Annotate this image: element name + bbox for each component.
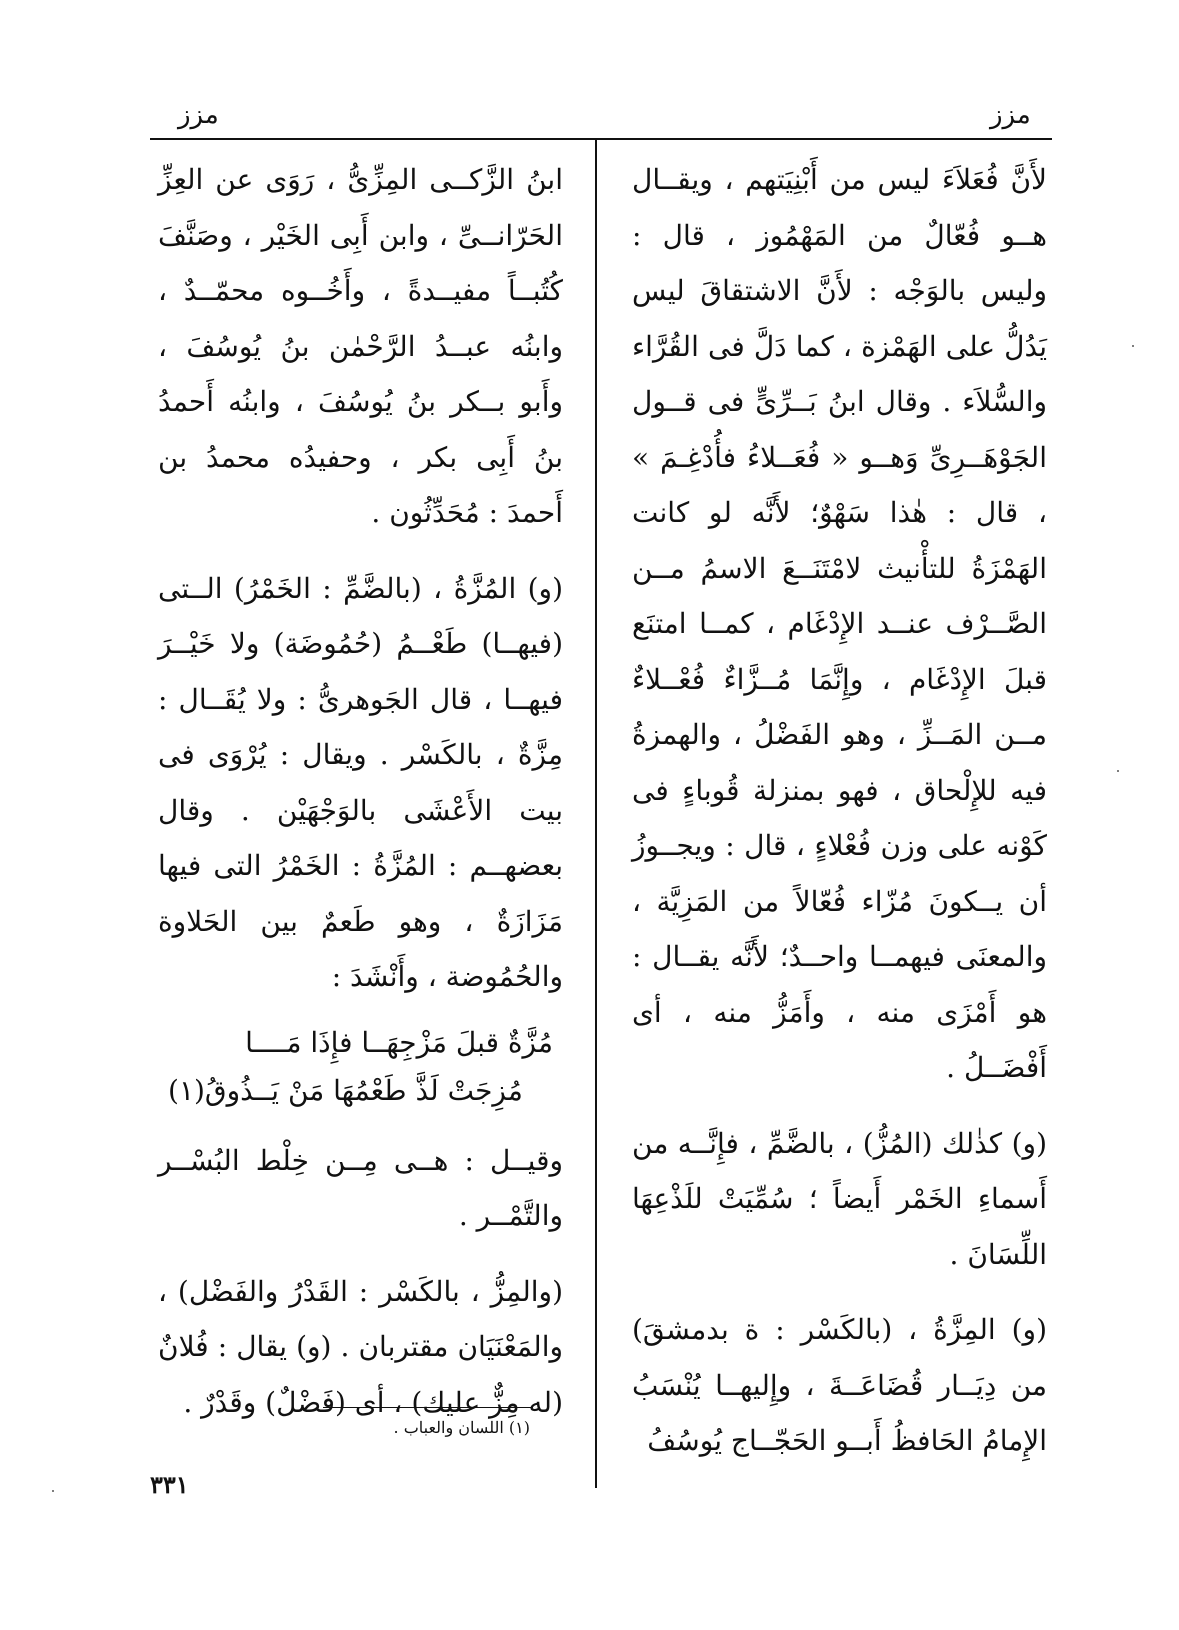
header-word-right: مزز [990, 100, 1031, 130]
scan-speck [52, 1490, 54, 1492]
header-word-left: مزز [178, 100, 219, 130]
left-paragraph-3: وقيــل : هــى مِــن خِلْط البُسْــر والتَّمْــر . [158, 1143, 563, 1232]
scan-speck [1117, 770, 1119, 772]
scan-speck [1132, 345, 1134, 347]
column-divider [595, 138, 597, 1488]
verse-hemistich-1: مُزَّةٌ قبلَ مَزْجِهَــا فإِذَا مَــــا [245, 1025, 553, 1059]
footnote: (١) اللسان والعباب . [393, 1418, 530, 1437]
header-rule [150, 138, 1052, 140]
left-paragraph-1: ابنُ الزَّكــى المِزِّىُّ ، رَوَى عن العِزِّ الحَرّانــىِّ ، وابن أَبِى الخَيْر ، وصَنَّفَ كُتُبــاً مفيــدةً ، وأَخُــوه محمّــدٌ ، وابنُه عبــدُ الرَّحْمٰن بنُ يُوسُفَ ، وأَبو بــكر بنُ يُوسُفَ ، وابنُه أَحمدُ بنُ أَبِى بكر ، وحفيدُه محمدُ بن أَحمدَ : مُحَدِّثُون . [158, 163, 563, 529]
right-paragraph-1: لأَنَّ فُعَلاَءَ ليس من أَبْنِيَتهم ، ويقــال هــو فُعّالٌ من المَهْمُوز ، قال : وليس بالوَجْه : لأَنَّ الاشتقاقَ ليس يَدُلُّ على الهَمْزة ، كما دَلَّ فى القُرَّاء والسُّلاَء . وقال ابنُ بَــرِّىٍّ فى قــول الجَوْهَــرِىِّ وَهــو « فُعَــلاءُ فأُدْغِـمَ » ، قال : هٰذا سَهْوٌ؛ لأَنَّه لو كانت الهَمْزَةُ للتأْنيث لامْتَنَــعَ الاسمُ مــن الصَّــرْف عنــد الإِدْغَام ، كمــا امتنَع قبلَ الإِدْغَام ، وإِنَّمَا مُــزَّاءٌ فُعْــلاءٌ مــن المَــزِّ ، وهو الفَضْلُ ، والهمزةُ فيه للإِلْحاق ، فهو بمنزلة قُوباءٍ فى كَوْنه على وزن فُعْلاءٍ ، قال : ويجــوزُ أن يــكونَ مُزّاء فُعّالاً من المَزِيَّة ، والمعنَى فيهمــا واحــدٌ؛ لأَنَّه يقــال : هو أَمْزَى منه ، وأَمَزُّ منه ، أى أَفْضَــلُ . [632, 163, 1047, 1084]
verse-hemistich-2: مُزِجَتْ لَذَّ طَعْمُهَا مَنْ يَــذُوقُ(١) [168, 1073, 523, 1107]
poetry-verse [158, 1019, 563, 1115]
page-number: ٣٣١ [150, 1470, 189, 1499]
right-column [632, 152, 1047, 1469]
right-paragraph-3: (و) المِزَّةُ ، (بالكَسْر : ة بدمشقَ) من دِيَــار قُضَاعَــةَ ، وإِليهــا يُنْسَبُ الإِمامُ الحَافظُ أَبــو الحَجّــاج يُوسُفُ [632, 1313, 1047, 1457]
right-paragraph-2: (و) كذٰلك (المُزُّ) ، بالضَّمِّ ، فإِنَّــه من أَسماءِ الخَمْر أَيضاً ؛ سُمِّيَتْ للَذْعِهَا اللِّسَانَ . [632, 1126, 1047, 1271]
left-paragraph-2: (و) المُزَّةُ ، (بالضَّمِّ : الخَمْرُ) الــتى (فيهــا) طَعْــمُ (حُمُوضَة) ولا خَيْــرَ فيهــا ، قال الجَوهرىُّ : ولا يُقَــال : مِزَّةٌ ، بالكَسْر . ويقال : يُرْوَى فى بيت الأَعْشَى بالوَجْهَيْن . وقال بعضهــم : المُزَّةُ : الخَمْرُ التى فيها مَزَازَةٌ ، وهو طَعمٌ بين الحَلاوة والحُمُوضة ، وأَنْشَدَ : [158, 571, 563, 993]
left-paragraph-4: (والمِزُّ ، بالكَسْر : القَدْرُ والفَضْل) ، والمَعْنَيَان مقتربان . (و) يقال : فُلانٌ (له مِزٌّ عليك) ، أى (فَضْلٌ) وقَدْرٌ . [158, 1274, 563, 1419]
footnote-rule [323, 1407, 533, 1408]
left-column [158, 152, 563, 1430]
